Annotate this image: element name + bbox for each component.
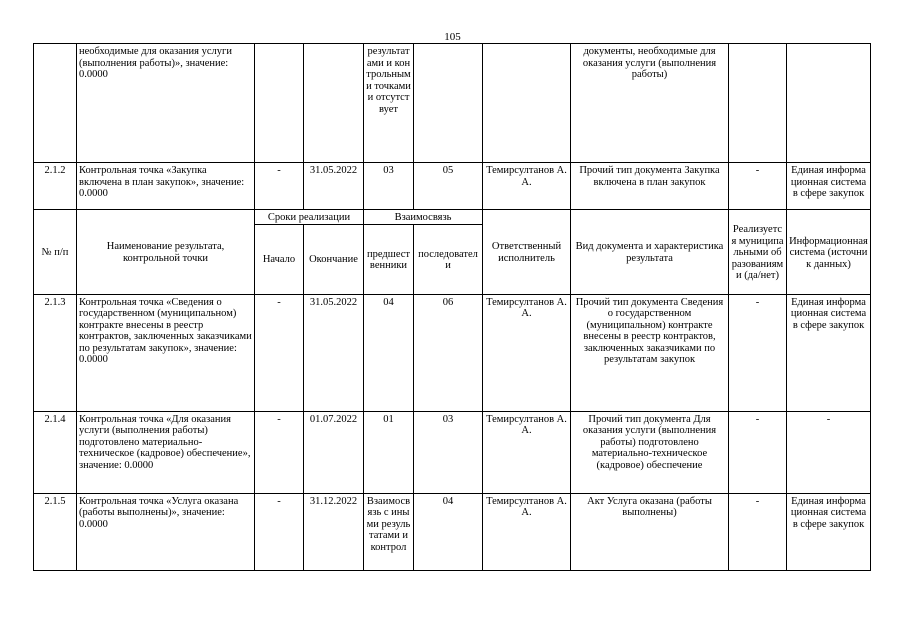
info-system [787,44,871,163]
result-name: Контрольная точка «Сведения о государственном (муниципальном) контракте внесены в реестр контрактов, заключенных заказчиками по результатам закупок», значение: 0.0000 [77,294,255,411]
end-date: 31.05.2022 [304,294,364,411]
municipal: - [729,163,787,210]
municipal [729,44,787,163]
successors: 06 [414,294,483,411]
end-date: 01.07.2022 [304,411,364,493]
end-date: 31.12.2022 [304,493,364,570]
predecessors: Взаимосвязь с иными результатами и контрол [364,493,414,570]
result-name: необходимые для оказания услуги (выполнения работы)», значение: 0.0000 [77,44,255,163]
document-kind: документы, необходимые для оказания услуги (выполнения работы) [571,44,729,163]
successors: 03 [414,411,483,493]
responsible: Темирсултанов А.А. [483,294,571,411]
header-relation: Взаимосвязь [364,210,483,225]
row-number: 2.1.4 [34,411,77,493]
info-system: Единая информационная система в сфере закупок [787,294,871,411]
predecessors: 01 [364,411,414,493]
document-kind: Прочий тип документа Закупка включена в план закупок [571,163,729,210]
header-responsible: Ответственный исполнитель [483,210,571,295]
page-number: 105 [444,31,461,43]
header-name: Наименование результата, контрольной точки [77,210,255,295]
row-number [34,44,77,163]
document-kind: Прочий тип документа Сведения о государственном (муниципальном) контракте внесены в реестр контрактов, заключенных заказчиками по результатам закупок [571,294,729,411]
start-date: - [255,294,304,411]
responsible: Темирсултанов А.А. [483,411,571,493]
header-row [34,210,871,225]
table-row [34,163,871,210]
row-number: 2.1.3 [34,294,77,411]
municipal: - [729,411,787,493]
start-date [255,44,304,163]
header-municipal: Реализуется муниципальными образованиями (да/нет) [729,210,787,295]
row-number: 2.1.2 [34,163,77,210]
info-system: - [787,411,871,493]
end-date [304,44,364,163]
header-start: Начало [255,224,304,294]
municipal: - [729,493,787,570]
document-kind: Прочий тип документа Для оказания услуги (выполнения работы) подготовлено материально-техническое (кадровое) обеспечение [571,411,729,493]
municipal: - [729,294,787,411]
info-system: Единая информационная система в сфере закупок [787,163,871,210]
responsible [483,44,571,163]
table-row [34,493,871,570]
header-successors: последователи [414,224,483,294]
table-row [34,411,871,493]
header-terms: Сроки реализации [255,210,364,225]
header-info-system: Информационная система (источник данных) [787,210,871,295]
header-predecessors: предшественники [364,224,414,294]
row-number: 2.1.5 [34,493,77,570]
predecessors: 03 [364,163,414,210]
successors [414,44,483,163]
result-name: Контрольная точка «Закупка включена в план закупок», значение: 0.0000 [77,163,255,210]
results-table [33,43,871,571]
result-name: Контрольная точка «Услуга оказана (работы выполнены)», значение: 0.0000 [77,493,255,570]
document-kind: Акт Услуга оказана (работы выполнены) [571,493,729,570]
start-date: - [255,493,304,570]
header-end: Окончание [304,224,364,294]
info-system: Единая информационная система в сфере закупок [787,493,871,570]
responsible: Темирсултанов А.А. [483,163,571,210]
end-date: 31.05.2022 [304,163,364,210]
responsible: Темирсултанов А.А. [483,493,571,570]
start-date: - [255,411,304,493]
table-row [34,44,871,163]
predecessors: результатами и контрольными точками и отсутствует [364,44,414,163]
table-row [34,294,871,411]
result-name: Контрольная точка «Для оказания услуги (выполнения работы) подготовлено материально-техническое (кадровое) обеспечение», значение: 0.0000 [77,411,255,493]
successors: 04 [414,493,483,570]
header-doc-kind: Вид документа и характеристика результата [571,210,729,295]
predecessors: 04 [364,294,414,411]
start-date: - [255,163,304,210]
header-num: № п/п [34,210,77,295]
successors: 05 [414,163,483,210]
